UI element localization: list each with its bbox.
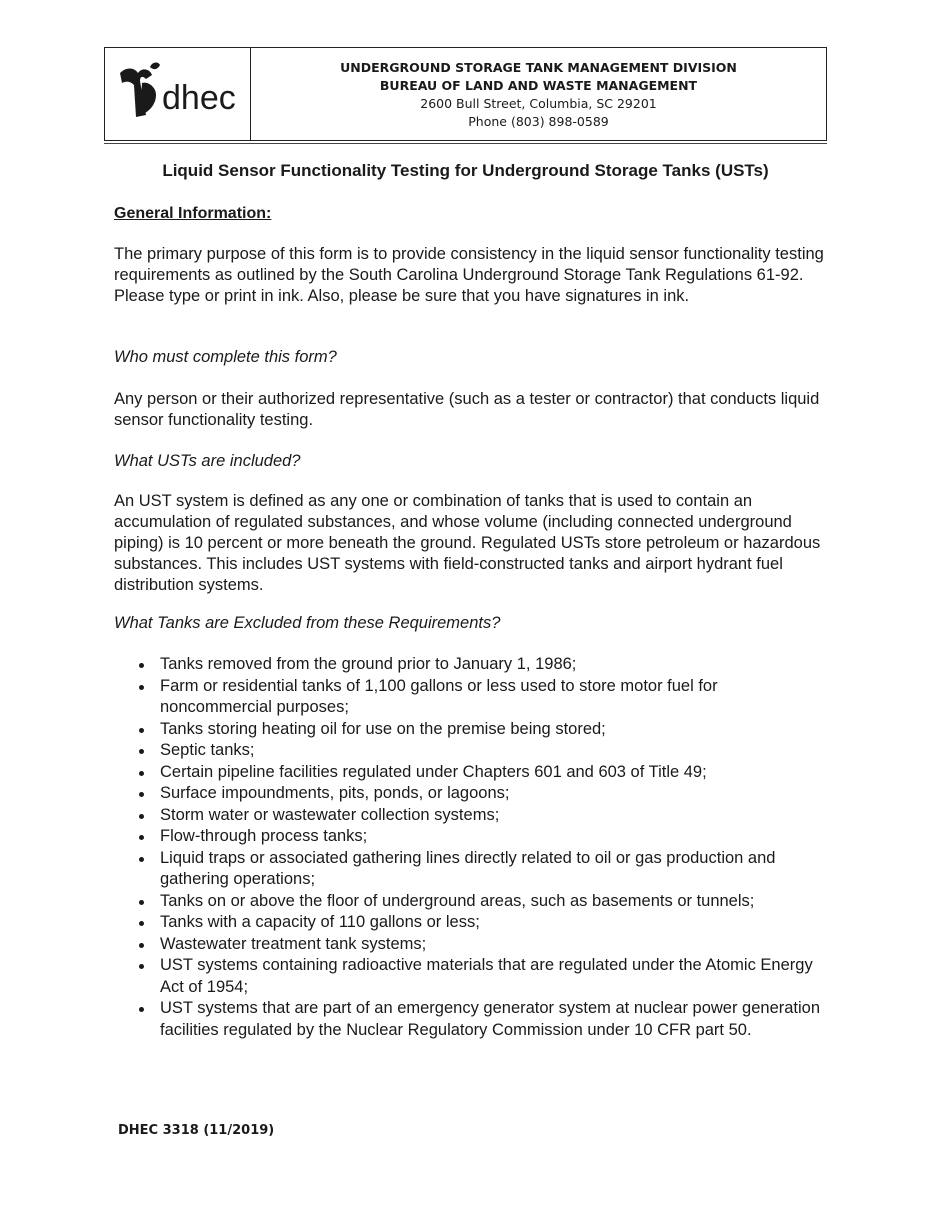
dhec-logo bbox=[105, 48, 251, 140]
list-item: Wastewater treatment tank systems; bbox=[114, 934, 829, 956]
list-item: Storm water or wastewater collection systems; bbox=[114, 805, 829, 827]
logo-text: dhec bbox=[161, 79, 236, 117]
list-item: Farm or residential tanks of 1,100 gallons or less used to store motor fuel for noncommercial purposes; bbox=[114, 676, 829, 719]
form-number: DHEC 3318 (11/2019) bbox=[118, 1123, 275, 1138]
question-included: What USTs are included? bbox=[114, 452, 301, 470]
intro-paragraph: The primary purpose of this form is to provide consistency in the liquid sensor functionality testing requirements as outlined by the South Carolina Underground Storage Tank Regulations 61-92. Please type or print in ink. Also, please be sure that you have signatures in ink. bbox=[114, 245, 824, 305]
list-item: UST systems that are part of an emergency generator system at nuclear power generation facilities regulated by the Nuclear Regulatory Commission under 10 CFR part 50. bbox=[114, 998, 829, 1041]
list-item: UST systems containing radioactive materials that are regulated under the Atomic Energy Act of 1954; bbox=[114, 955, 829, 998]
list-item: Certain pipeline facilities regulated under Chapters 601 and 603 of Title 49; bbox=[114, 762, 829, 784]
list-item: Surface impoundments, pits, ponds, or lagoons; bbox=[114, 783, 829, 805]
bureau-name: BUREAU OF LAND AND WASTE MANAGEMENT bbox=[379, 78, 698, 93]
list-item: Tanks storing heating oil for use on the premise being stored; bbox=[114, 719, 829, 741]
agency-phone: Phone (803) 898-0589 bbox=[468, 114, 609, 129]
list-item: Flow-through process tanks; bbox=[114, 826, 829, 848]
list-item: Septic tanks; bbox=[114, 740, 829, 762]
list-item: Tanks with a capacity of 110 gallons or less; bbox=[114, 912, 829, 934]
answer-who: Any person or their authorized representative (such as a tester or contractor) that conducts liquid sensor functionality testing. bbox=[114, 390, 820, 429]
general-information-heading: General Information: bbox=[114, 205, 272, 222]
question-excluded: What Tanks are Excluded from these Requirements? bbox=[114, 614, 501, 632]
answer-included: An UST system is defined as any one or combination of tanks that is used to contain an accumulation of regulated substances, and whose volume (including connected underground piping) is 10 percent or more beneath the ground. Regulated USTs store petroleum or hazardous substances. This includes UST systems with field-constructed tanks and airport hydrant fuel distribution systems. bbox=[114, 492, 821, 594]
division-name: UNDERGROUND STORAGE TANK MANAGEMENT DIVISION bbox=[340, 60, 737, 75]
list-item: Liquid traps or associated gathering lines directly related to oil or gas production and gathering operations; bbox=[114, 848, 829, 891]
header-box bbox=[104, 47, 827, 141]
question-who: Who must complete this form? bbox=[114, 348, 337, 366]
agency-info bbox=[251, 48, 826, 140]
list-item: Tanks on or above the floor of underground areas, such as basements or tunnels; bbox=[114, 891, 829, 913]
document-title: Liquid Sensor Functionality Testing for Underground Storage Tanks (USTs) bbox=[162, 161, 769, 180]
exclusion-list bbox=[114, 654, 829, 1041]
agency-address: 2600 Bull Street, Columbia, SC 29201 bbox=[420, 96, 657, 111]
header-rule bbox=[104, 143, 827, 144]
list-item: Tanks removed from the ground prior to January 1, 1986; bbox=[114, 654, 829, 676]
palmetto-logo-icon bbox=[112, 59, 244, 129]
